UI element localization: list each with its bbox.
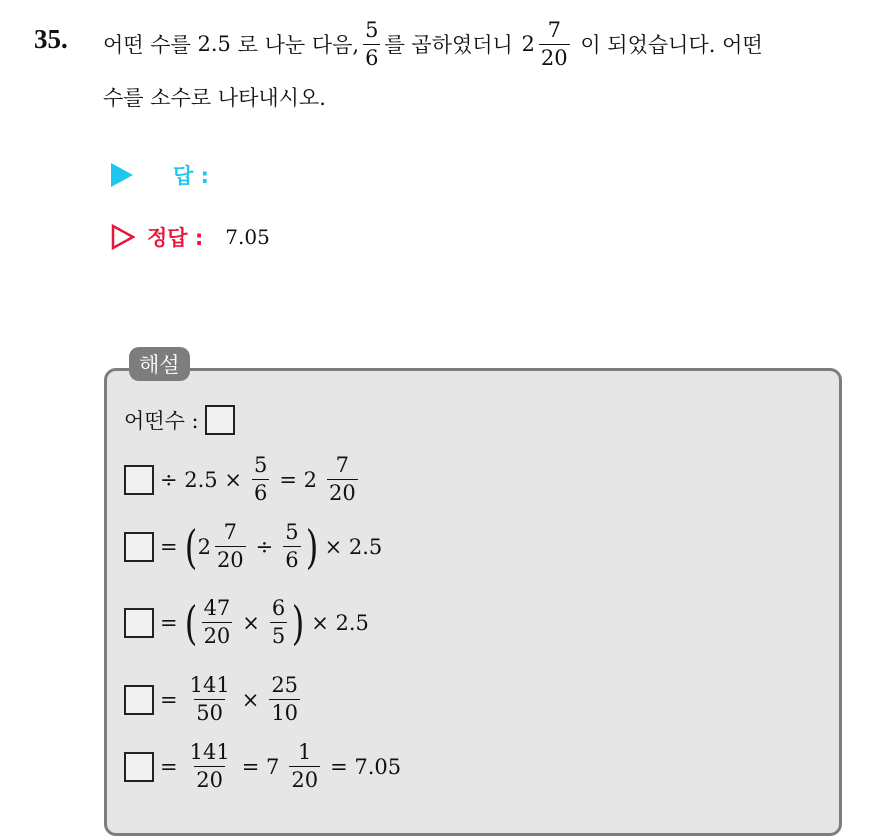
fraction	[252, 455, 269, 504]
fraction	[270, 598, 287, 647]
fraction-denominator: 6	[253, 481, 268, 505]
blank-box	[205, 405, 235, 435]
fraction-denominator: 20	[216, 548, 244, 572]
operator-text: × 2.5	[324, 534, 383, 559]
explanation-line-6	[124, 742, 407, 791]
question-text-part3: 를 곱하였더니	[384, 33, 513, 57]
final-result-text: = 7.05	[330, 754, 402, 779]
explanation-line-4	[124, 595, 375, 650]
right-paren: )	[305, 519, 318, 574]
fraction	[269, 675, 300, 724]
answer-label: 답 :	[173, 164, 209, 188]
fraction-denominator: 50	[196, 701, 224, 725]
correct-answer-label: 정답 :	[147, 226, 204, 250]
explanation-line-1	[124, 405, 235, 435]
blank-box	[124, 685, 154, 715]
multiply-sign: ×	[242, 610, 260, 635]
mixed-number-whole: 2	[521, 32, 535, 56]
question-value: 2.5	[197, 32, 231, 56]
question-text-part4: 이 되었습니다. 어떤	[580, 33, 763, 57]
mixed-number-fraction	[539, 17, 570, 70]
fraction-numerator: 7	[335, 453, 350, 477]
question-number: 35.	[34, 24, 68, 54]
outline-triangle-icon	[111, 224, 135, 250]
fraction-denominator: 6	[285, 548, 299, 572]
divide-sign: ÷	[255, 534, 274, 559]
equals-sign: =	[160, 534, 178, 559]
fraction-denominator: 20	[328, 481, 356, 505]
fraction-denominator: 20	[196, 768, 224, 792]
correct-answer-value: 7.05	[225, 225, 270, 249]
fraction-denominator: 10	[271, 701, 299, 725]
equals-sign: =	[160, 687, 178, 712]
blank-box	[124, 608, 154, 638]
fraction-numerator: 1	[298, 740, 312, 764]
correct-answer-row	[111, 222, 270, 252]
question-text-part1: 어떤 수를	[103, 33, 191, 57]
fraction-numerator: 5	[285, 520, 299, 544]
blank-box	[124, 752, 154, 782]
explanation-tab: 해설	[129, 347, 190, 381]
fraction	[202, 598, 233, 647]
fraction	[289, 742, 320, 791]
right-paren: )	[291, 595, 305, 650]
explanation-line-5	[124, 675, 304, 724]
equals-sign: =	[160, 754, 178, 779]
fraction	[283, 522, 300, 571]
fraction-numerator: 7	[547, 17, 561, 42]
fraction-numerator: 6	[271, 596, 286, 620]
fraction-denominator: 20	[291, 768, 319, 792]
equals-sign: =	[160, 610, 178, 635]
fraction	[188, 742, 232, 791]
fraction-five-sixths	[363, 17, 380, 70]
fraction-numerator: 141	[189, 740, 230, 764]
operator-text: × 2.5	[311, 610, 369, 635]
left-paren: (	[184, 595, 197, 650]
fraction-numerator: 5	[253, 453, 268, 477]
fraction-numerator: 7	[223, 520, 237, 544]
fraction	[215, 522, 246, 571]
fraction	[327, 455, 358, 504]
equals-text: = 2	[279, 467, 317, 492]
unknown-number-label: 어떤수 :	[124, 409, 199, 433]
play-triangle-icon	[111, 163, 133, 187]
question-text-line1	[103, 14, 763, 74]
fraction	[188, 675, 232, 724]
question-text-part2: 로 나눈 다음,	[237, 33, 360, 57]
fraction-numerator: 47	[203, 596, 231, 620]
blank-box	[124, 532, 154, 562]
fraction-numerator: 141	[189, 673, 230, 697]
equals-text: = 7	[241, 754, 280, 779]
fraction-denominator: 20	[540, 45, 568, 70]
mixed-number-whole: 2	[197, 534, 211, 559]
answer-row	[111, 160, 209, 190]
fraction-numerator: 25	[271, 673, 299, 697]
blank-box	[124, 465, 154, 495]
explanation-line-2	[124, 455, 362, 504]
fraction-denominator: 20	[203, 624, 231, 648]
question-text-line2: 수를 소수로 나타내시오.	[103, 86, 326, 110]
multiply-sign: ×	[241, 687, 260, 712]
fraction-numerator: 5	[365, 17, 379, 42]
fraction-denominator: 5	[271, 624, 286, 648]
left-paren: (	[184, 519, 197, 574]
operator-text: ÷ 2.5 ×	[160, 467, 242, 492]
explanation-line-3	[124, 519, 388, 574]
fraction-denominator: 6	[365, 45, 379, 70]
